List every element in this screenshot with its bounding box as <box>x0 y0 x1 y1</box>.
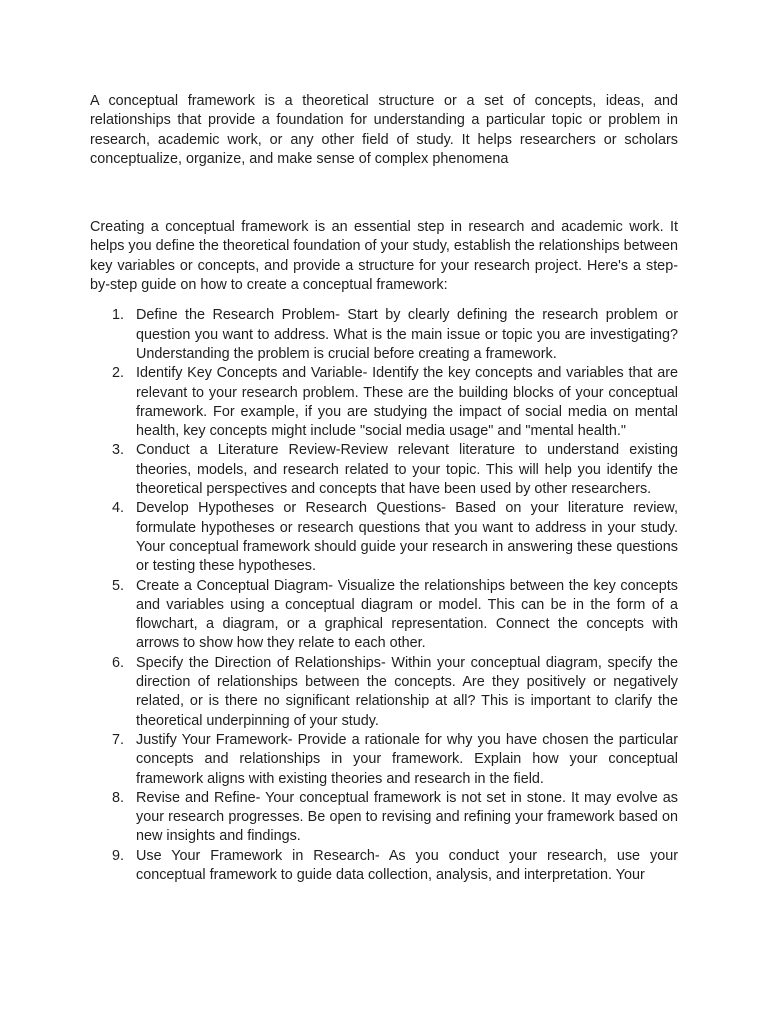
step-number: 5. <box>112 577 125 594</box>
step-item-9 <box>90 847 678 886</box>
step-item-4 <box>90 499 678 576</box>
step-number: 1. <box>112 307 125 324</box>
step-text: Conduct a Literature Review-Review relevant literature to understand existing theories, models, and research related to your topic. This will help you identify the theoretical perspectives and concepts that have been used by other researchers. <box>136 442 678 498</box>
step-item-5 <box>90 577 678 654</box>
step-number: 3. <box>112 442 125 459</box>
step-text: Justify Your Framework- Provide a rationale for why you have chosen the particular concepts and relationships in your framework. Explain how your conceptual framework aligns with existing theories and research in the field. <box>136 731 678 787</box>
step-number: 9. <box>112 847 125 864</box>
step-text: Develop Hypotheses or Research Questions- Based on your literature review, formulate hypotheses or research questions that you want to address in your study. Your conceptual framework should guide your research in answering these questions or testing these hypotheses. <box>136 500 678 575</box>
guide-paragraph: Creating a conceptual framework is an essential step in research and academic work. It helps you define the theoretical foundation of your study, establish the relationships between key variables or concepts, and provide a structure for your research project. Here's a step-by-step guide on how to create a conceptual framework: <box>90 219 678 294</box>
step-text: Revise and Refine- Your conceptual framework is not set in stone. It may evolve as your research progresses. Be open to revising and refining your framework based on new insights and findings. <box>136 789 678 845</box>
step-item-7 <box>90 731 678 789</box>
document-page <box>90 92 678 885</box>
step-text: Define the Research Problem- Start by clearly defining the research problem or question you want to address. What is the main issue or topic you are investigating? Understanding the problem is crucial before creating a framework. <box>136 307 678 362</box>
step-number: 2. <box>112 365 125 382</box>
step-text: Specify the Direction of Relationships- Within your conceptual diagram, specify the direction of relationships between the concepts. Are they positively or negatively related, or is there no significant relationship at all? This is important to clarify the theoretical underpinning of your study. <box>136 654 678 729</box>
step-number: 4. <box>112 500 125 517</box>
intro-paragraph: A conceptual framework is a theoretical structure or a set of concepts, ideas, and relationships that provide a foundation for understanding a particular topic or problem in research, academic work, or any other field of study. It helps researchers or scholars conceptualize, organize, and make sense of complex phenomena <box>90 93 678 167</box>
step-number: 6. <box>112 654 125 671</box>
step-number: 8. <box>112 789 125 806</box>
step-text: Use Your Framework in Research- As you conduct your research, use your conceptual framework to guide data collection, analysis, and interpretation. Your <box>136 847 678 883</box>
step-item-6 <box>90 654 678 731</box>
steps-list <box>90 306 678 885</box>
step-item-2 <box>90 364 678 441</box>
step-number: 7. <box>112 731 125 748</box>
step-item-8 <box>90 789 678 847</box>
step-text: Create a Conceptual Diagram- Visualize the relationships between the key concepts and variables using a conceptual diagram or model. This can be in the form of a flowchart, a diagram, or a graphical representation. Connect the concepts with arrows to show how they relate to each other. <box>136 577 678 652</box>
step-item-1 <box>90 306 678 364</box>
step-text: Identify Key Concepts and Variable- Identify the key concepts and variables that are relevant to your research problem. These are the building blocks of your conceptual framework. For example, if you are studying the impact of social media on mental health, key concepts might include "social media usage" and "mental health." <box>136 365 678 440</box>
step-item-3 <box>90 441 678 499</box>
